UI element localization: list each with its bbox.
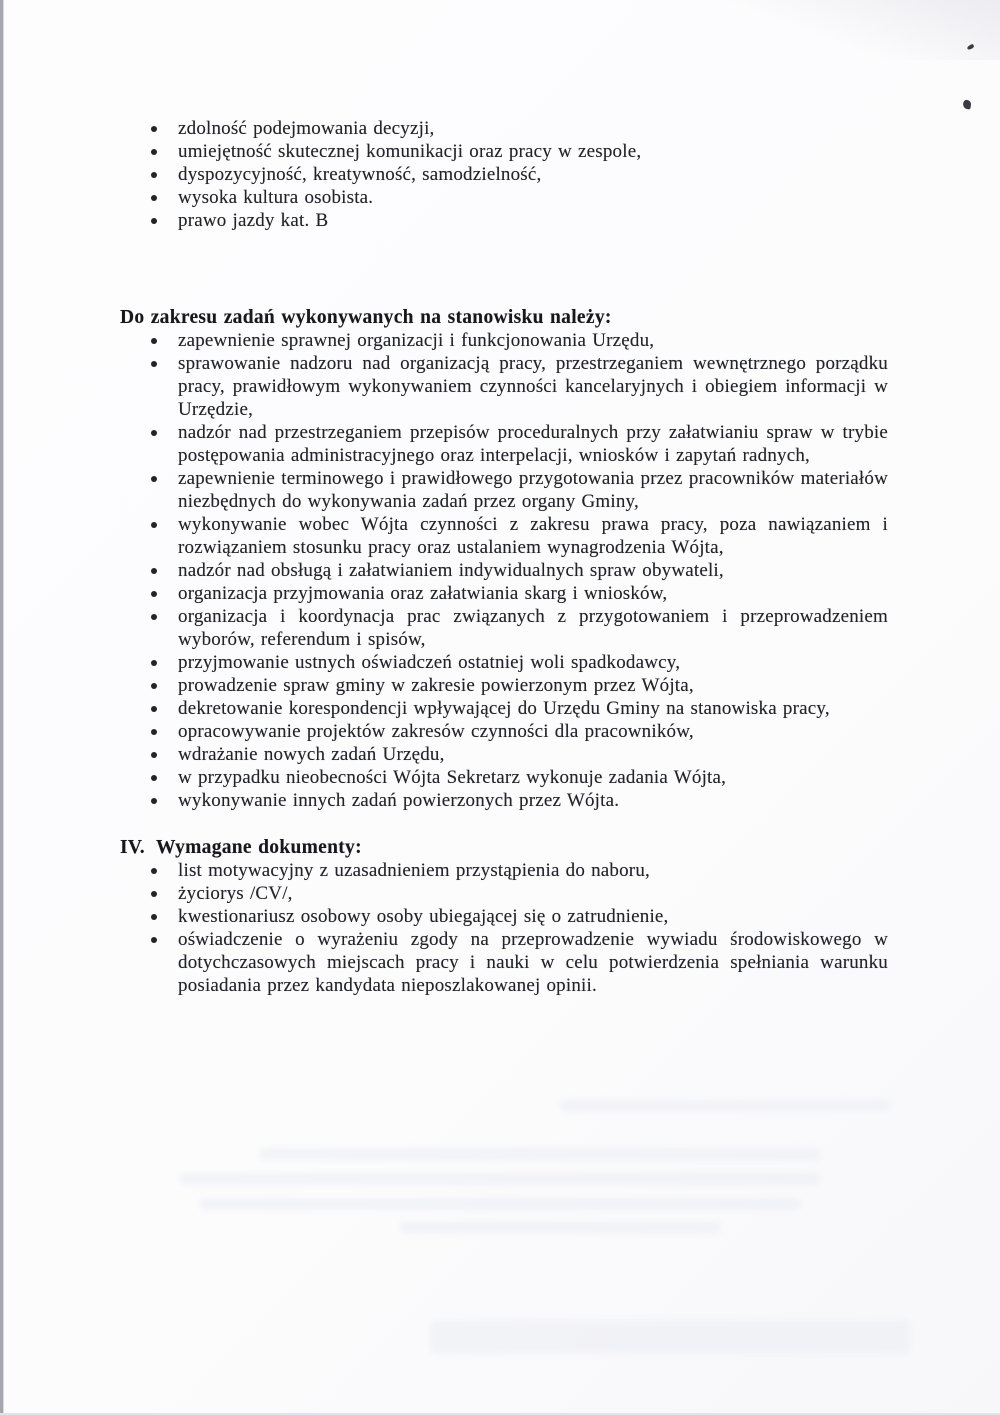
list-item-text: umiejętność skutecznej komunikacji oraz pracy w zespole, [178, 141, 642, 162]
list-item [120, 766, 888, 789]
list-item [120, 467, 888, 513]
bullet-icon [151, 149, 157, 155]
list-item [120, 882, 888, 905]
list-item-text: przyjmowanie ustnych oświadczeń ostatniej woli spadkodawcy, [178, 652, 681, 673]
bleed-through-artifact [200, 1198, 800, 1210]
list-item-text: sprawowanie nadzoru nad organizacją pracy, przestrzeganiem wewnętrznego porządku pracy, prawidłowym wykonywaniem czynności kancelaryjnych i obiegiem informacji w Urzędzie, [178, 353, 888, 420]
list-item [120, 186, 888, 209]
list-item-text: dyspozycyjność, kreatywność, samodzielność, [178, 164, 542, 185]
section-number: IV. [120, 837, 145, 858]
list-item [120, 928, 888, 997]
list-item [120, 697, 888, 720]
documents-section-heading [120, 836, 888, 859]
bullet-icon [151, 937, 157, 943]
bullet-icon [151, 775, 157, 781]
section-title: Wymagane dokumenty: [156, 837, 362, 858]
list-item [120, 117, 888, 140]
documents-list [120, 859, 888, 997]
bullet-icon [151, 868, 157, 874]
list-item [120, 421, 888, 467]
scan-shadow-artifact [680, 0, 1000, 60]
bullet-icon [151, 683, 157, 689]
bullet-icon [151, 752, 157, 758]
bullet-icon [151, 914, 157, 920]
bullet-icon [151, 798, 157, 804]
list-item-text: wdrażanie nowych zadań Urzędu, [178, 744, 445, 765]
list-item-text: nadzór nad obsługą i załatwianiem indywidualnych spraw obywateli, [178, 560, 724, 581]
bleed-through-artifact [560, 1100, 890, 1111]
bullet-icon [151, 172, 157, 178]
bullet-icon [151, 338, 157, 344]
bleed-through-artifact [400, 1222, 720, 1233]
list-item-text: list motywacyjny z uzasadnieniem przystąpienia do naboru, [178, 860, 650, 881]
bullet-icon [151, 591, 157, 597]
list-item-text: zapewnienie sprawnej organizacji i funkcjonowania Urzędu, [178, 330, 655, 351]
list-item-text: organizacja i koordynacja prac związanych z przygotowaniem i przeprowadzeniem wyborów, referendum i spisów, [178, 606, 888, 650]
list-item [120, 559, 888, 582]
list-item-text: organizacja przyjmowania oraz załatwiania skarg i wniosków, [178, 583, 668, 604]
scan-speck-artifact [962, 99, 971, 109]
list-item [120, 163, 888, 186]
tasks-section-heading: Do zakresu zadań wykonywanych na stanowisku należy: [120, 307, 612, 328]
bullet-icon [151, 660, 157, 666]
list-item [120, 140, 888, 163]
bullet-icon [151, 522, 157, 528]
bullet-icon [151, 614, 157, 620]
bleed-through-artifact [180, 1173, 820, 1185]
qualifications-list [120, 117, 888, 232]
scan-edge-artifact [0, 0, 3, 1415]
bullet-icon [151, 361, 157, 367]
list-item [120, 720, 888, 743]
list-item-text: nadzór nad przestrzeganiem przepisów proceduralnych przy załatwianiu spraw w trybie postępowania administracyjnego oraz interpelacji, wniosków i zapytań radnych, [178, 422, 888, 466]
bullet-icon [151, 729, 157, 735]
list-item [120, 605, 888, 651]
list-item [120, 789, 888, 812]
list-item [120, 329, 888, 352]
bullet-icon [151, 218, 157, 224]
document-content [120, 117, 888, 997]
bullet-icon [151, 568, 157, 574]
list-item-text: prawo jazdy kat. B [178, 210, 329, 231]
list-item-text: opracowywanie projektów zakresów czynności dla pracowników, [178, 721, 694, 742]
list-item-text: kwestionariusz osobowy osoby ubiegającej się o zatrudnienie, [178, 906, 669, 927]
bullet-icon [151, 706, 157, 712]
tasks-list [120, 329, 888, 812]
bleed-through-artifact [430, 1320, 910, 1354]
list-item-text: wykonywanie innych zadań powierzonych przez Wójta. [178, 790, 620, 811]
list-item [120, 582, 888, 605]
list-item [120, 209, 888, 232]
list-item-text: zapewnienie terminowego i prawidłowego przygotowania przez pracowników materiałów niezbędnych do wykonywania zadań przez organy Gminy, [178, 468, 888, 512]
bullet-icon [151, 195, 157, 201]
list-item-text: dekretowanie korespondencji wpływającej do Urzędu Gminy na stanowiska pracy, [178, 698, 830, 719]
list-item-text: wykonywanie wobec Wójta czynności z zakresu prawa pracy, poza nawiązaniem i rozwiązaniem stosunku pracy oraz ustalaniem wynagrodzenia Wójta, [178, 514, 888, 558]
list-item [120, 674, 888, 697]
list-item [120, 513, 888, 559]
list-item [120, 743, 888, 766]
list-item [120, 352, 888, 421]
list-item [120, 859, 888, 882]
bullet-icon [151, 476, 157, 482]
bullet-icon [151, 126, 157, 132]
list-item-text: zdolność podejmowania decyzji, [178, 118, 435, 139]
bullet-icon [151, 891, 157, 897]
bleed-through-artifact [260, 1148, 820, 1160]
list-item-text: oświadczenie o wyrażeniu zgody na przeprowadzenie wywiadu środowiskowego w dotychczasowych miejscach pracy i nauki w celu potwierdzenia spełniania warunku posiadania przez kandydata nieposzlakowanej opinii. [178, 929, 888, 996]
bullet-icon [151, 430, 157, 436]
list-item [120, 651, 888, 674]
list-item [120, 905, 888, 928]
list-item-text: życiorys /CV/, [178, 883, 293, 904]
list-item-text: prowadzenie spraw gminy w zakresie powierzonym przez Wójta, [178, 675, 694, 696]
list-item-text: wysoka kultura osobista. [178, 187, 374, 208]
list-item-text: w przypadku nieobecności Wójta Sekretarz wykonuje zadania Wójta, [178, 767, 727, 788]
